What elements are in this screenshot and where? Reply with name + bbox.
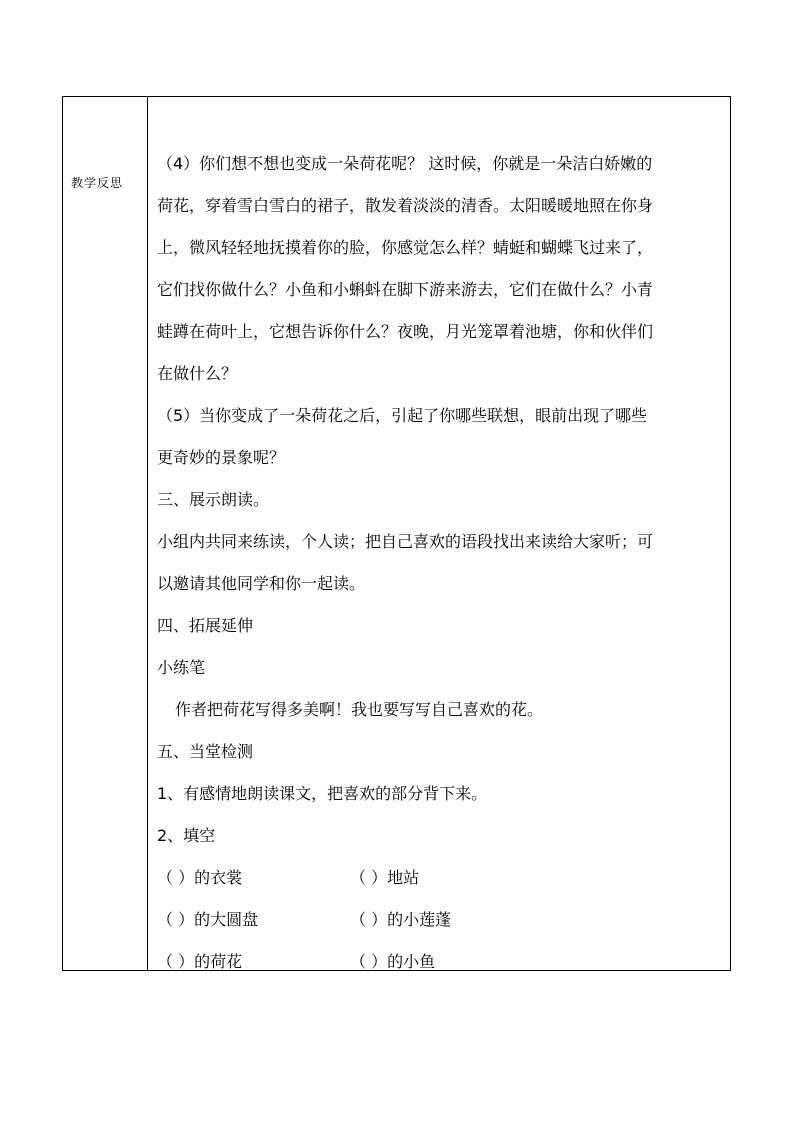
writing-practice-heading: 小练笔	[157, 658, 206, 677]
content-line-11: 以邀请其他同学和你一起读。	[157, 574, 366, 593]
section-heading-5: 五、当堂检测	[157, 742, 254, 761]
lesson-table	[62, 96, 731, 971]
content-line-6: 在做什么？	[157, 364, 238, 383]
content-line-3: 上，微风轻轻地抚摸着你的脸，你感觉怎么样？蜻蜓和蝴蝶飞过来了，	[157, 238, 654, 257]
fill-blank-3-right: （ ）的小鱼	[350, 952, 436, 971]
exercise-1: 1、有感情地朗读课文，把喜欢的部分背下来。	[157, 784, 488, 803]
fill-blank-2-left: （ ）的大圆盘	[157, 910, 259, 929]
content-line-7: （5）当你变成了一朵荷花之后，引起了你哪些联想，眼前出现了哪些	[157, 406, 648, 425]
content-line-4: 它们找你做什么？小鱼和小蝌蚪在脚下游来游去，它们在做什么？小青	[157, 280, 654, 299]
exercise-2: 2、填空	[157, 826, 216, 845]
content-line-10: 小组内共同来练读，个人读；把自己喜欢的语段找出来读给大家听；可	[157, 532, 654, 551]
content-line-1: （4）你们想不想也变成一朵荷花呢？ 这时候，你就是一朵洁白娇嫩的	[157, 154, 653, 173]
fill-blank-2-right: （ ）的小莲蓬	[350, 910, 452, 929]
content-line-2: 荷花，穿着雪白雪白的裙子，散发着淡淡的清香。太阳暖暖地照在你身	[157, 196, 654, 215]
section-heading-4: 四、拓展延伸	[157, 616, 254, 635]
section-heading-3: 三、展示朗读。	[157, 490, 270, 509]
teaching-reflection-label: 教学反思	[71, 176, 124, 190]
fill-blank-1-right: （ ）地站	[350, 868, 420, 887]
content-line-8: 更奇妙的景象呢？	[157, 448, 286, 467]
fill-blank-3-left: （ ）的荷花	[157, 952, 243, 971]
label-cell	[63, 97, 147, 970]
column-divider	[147, 97, 148, 970]
writing-practice-prompt: 作者把荷花写得多美啊！我也要写写自己喜欢的花。	[175, 700, 544, 719]
content-line-5: 蛙蹲在荷叶上，它想告诉你什么？夜晚，月光笼罩着池塘，你和伙伴们	[157, 322, 654, 341]
fill-blank-1-left: （ ）的衣裳	[157, 868, 243, 887]
